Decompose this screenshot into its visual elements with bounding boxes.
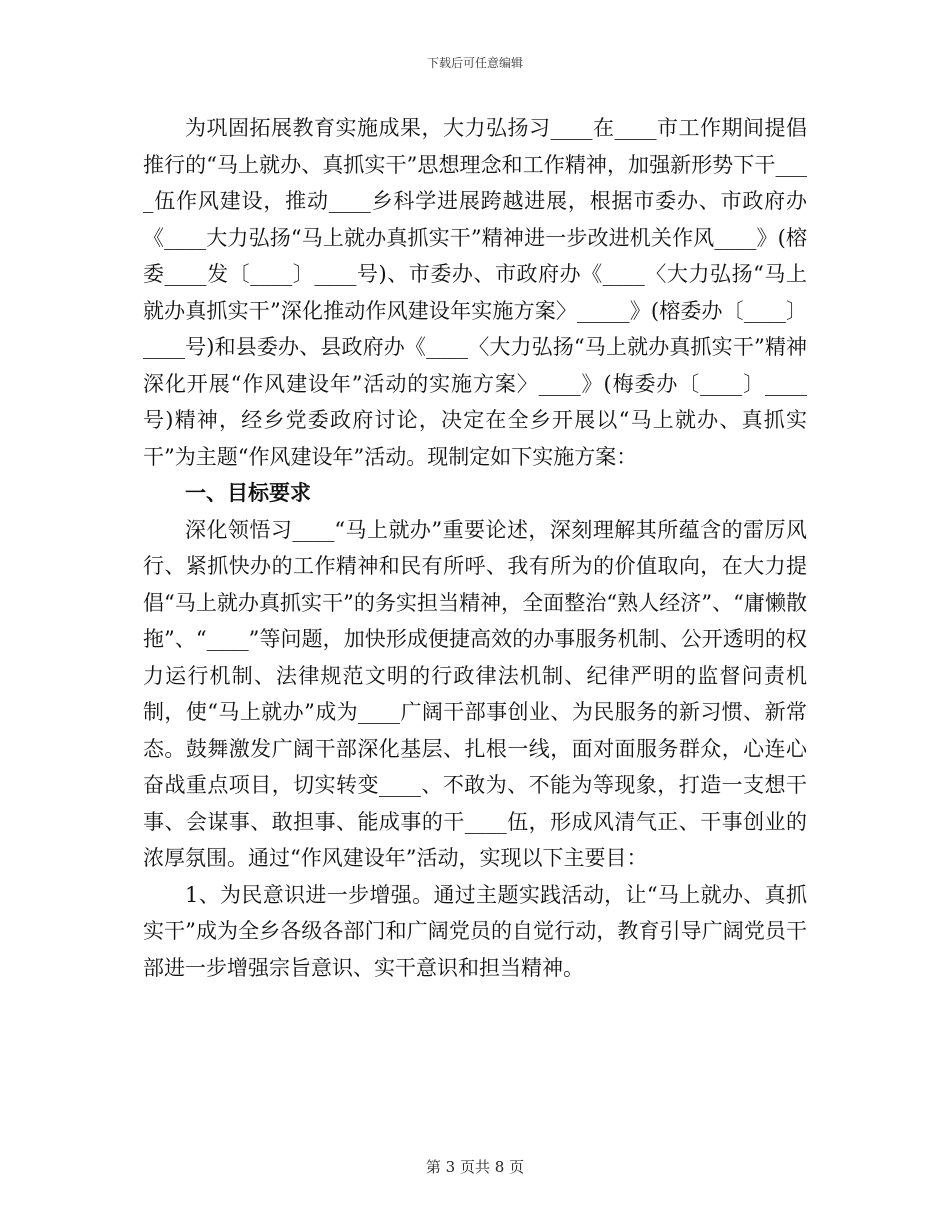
section-heading-goals: 一、目标要求: [185, 480, 311, 505]
page-header-note: 下载后可任意编辑: [426, 56, 523, 70]
paragraph-item-1: 1、为民意识进一步增强。通过主题实践活动，让“马上就办、真抓实干”成为全乡各级各部门和广阔党员的自觉行动，教育引导广阔党员干部进一步增强宗旨意识、实干意识和担当精神。: [143, 882, 807, 980]
paragraph-intro: 为巩固拓展教育实施成果，大力弘扬习____在____市工作期间提倡推行的“马上就办、真抓实干”思想理念和工作精神，加强新形势下干____伍作风建设，推动____乡科学进展跨越进展，根据市委办、市政府办《____大力弘扬“马上就办真抓实干”精神进一步改进机关作风____》(榕委____发〔____〕____号)、市委办、市政府办《____〈大力弘扬“马上就办真抓实干”深化推动作风建设年实施方案〉_____》(榕委办〔____〕____号)和县委办、县政府办《____〈大力弘扬“马上就办真抓实干”精神深化开展“作风建设年”活动的实施方案〉____》(梅委办〔____〕____号)精神，经乡党委政府讨论，决定在全乡开展以“马上就办、真抓实干”为主题“作风建设年”活动。现制定如下实施方案：: [143, 116, 807, 469]
paragraph-goals: 深化领悟习____“马上就办”重要论述，深刻理解其所蕴含的雷厉风行、紧抓快办的工作精神和民有所呼、我有所为的价值取向，在大力提倡“马上就办真抓实干”的务实担当精神，全面整治“熟人经济”、“庸懒散拖”、“____”等问题，加快形成便捷高效的办事服务机制、公开透明的权力运行机制、法律规范文明的行政律法机制、纪律严明的监督问责机制，使“马上就办”成为____广阔干部事创业、为民服务的新习惯、新常态。鼓舞激发广阔干部深化基层、扎根一线，面对面服务群众，心连心奋战重点项目，切实转变____、不敢为、不能为等现象，打造一支想干事、会谋事、敢担事、能成事的干____伍，形成风清气正、干事创业的浓厚氛围。通过“作风建设年”活动，实现以下主要目：: [143, 517, 807, 870]
document-body: [143, 110, 807, 986]
page-number: 第 3 页共 8 页: [425, 1158, 525, 1176]
